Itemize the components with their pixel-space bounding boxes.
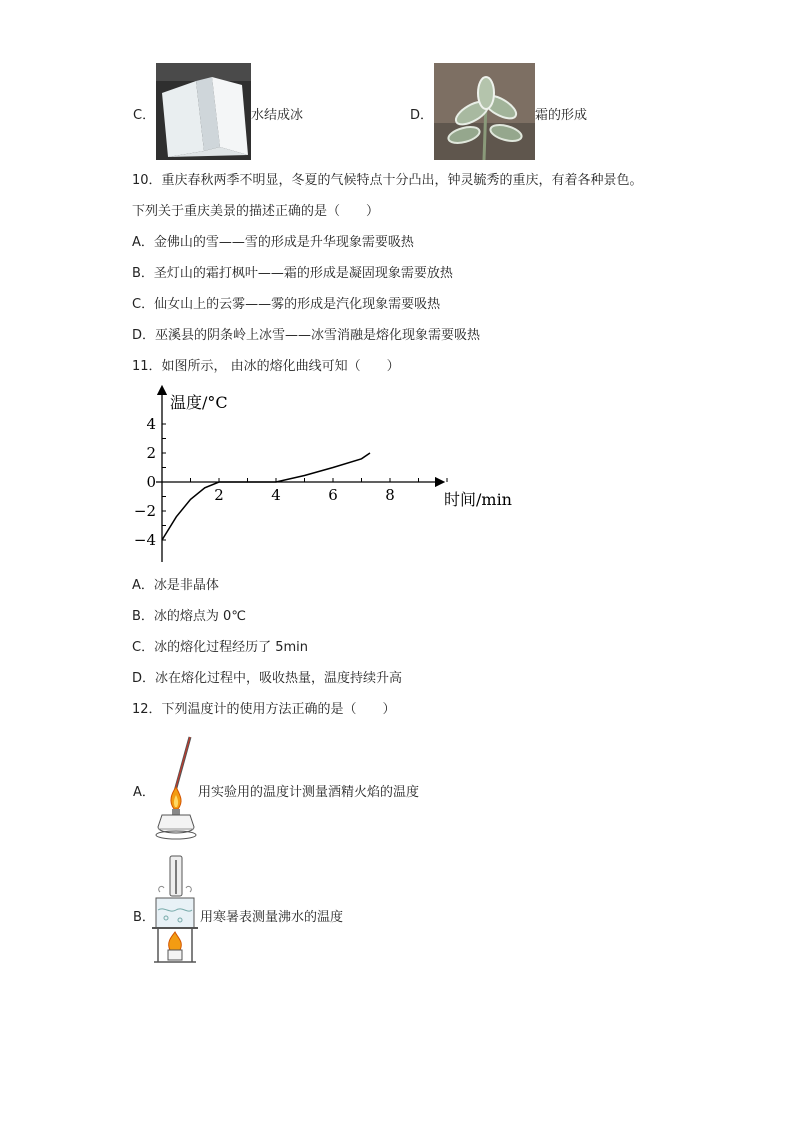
x-axis-label: 时间/min <box>444 490 512 509</box>
melting-curve-chart <box>130 382 530 567</box>
q9-option-c-label: C． <box>133 108 156 123</box>
q10-option-c: C．仙女山上的云雾——雾的形成是汽化现象需要吸热 <box>132 297 441 312</box>
q9-option-d-caption: 霜的形成 <box>535 108 588 123</box>
q11-option-d: D．冰在熔化过程中，吸收热量，温度持续升高 <box>132 671 403 686</box>
q11-stem: 11．如图所示， 由冰的熔化曲线可知（ ） <box>132 359 400 374</box>
q9-option-d-label: D． <box>410 108 434 123</box>
y-tick-label: −2 <box>133 502 156 520</box>
y-tick-label: 2 <box>146 444 156 462</box>
q12-stem: 12．下列温度计的使用方法正确的是（ ） <box>132 702 396 717</box>
q11-option-b: B．冰的熔点为 0℃ <box>132 609 246 624</box>
q9-option-c-caption: 水结成冰 <box>251 108 304 123</box>
q10-option-d: D．巫溪县的阴条岭上冰雪——冰雪消融是熔化现象需要吸热 <box>132 328 481 343</box>
q12-option-b-caption: 用寒暑表测量沸水的温度 <box>200 910 344 925</box>
q10-option-a: A．金佛山的雪——雪的形成是升华现象需要吸热 <box>132 235 414 250</box>
x-tick-label: 6 <box>328 486 338 504</box>
thermometer-in-boiling-water <box>150 854 200 966</box>
y-axis-label: 温度/°C <box>170 393 228 412</box>
q11-option-c: C．冰的熔化过程经历了 5min <box>132 640 308 655</box>
y-tick-label: −4 <box>133 531 156 549</box>
ice-blocks-photo <box>156 63 251 160</box>
q12-option-a-caption: 用实验用的温度计测量酒精火焰的温度 <box>198 785 420 800</box>
melting-curve-line <box>162 453 370 540</box>
y-tick-label: 4 <box>146 415 156 433</box>
q11-option-a: A．冰是非晶体 <box>132 578 219 593</box>
q10-stem-line2: 下列关于重庆美景的描述正确的是（ ） <box>132 204 380 219</box>
y-tick-label: 0 <box>146 473 156 491</box>
x-tick-label: 8 <box>385 486 395 504</box>
x-tick-label: 4 <box>271 486 281 504</box>
x-tick-label: 2 <box>214 486 224 504</box>
q10-stem-line1: 10．重庆春秋两季不明显，冬夏的气候特点十分凸出，钟灵毓秀的重庆，有着各种景色。 <box>132 173 643 188</box>
thermometer-over-alcohol-lamp <box>152 735 198 841</box>
q10-option-b: B．圣灯山的霜打枫叶——霜的形成是凝固现象需要放热 <box>132 266 453 281</box>
frost-leaf-photo <box>434 63 535 160</box>
q12-option-b-label: B． <box>133 910 155 925</box>
q12-option-a-label: A． <box>133 785 155 800</box>
